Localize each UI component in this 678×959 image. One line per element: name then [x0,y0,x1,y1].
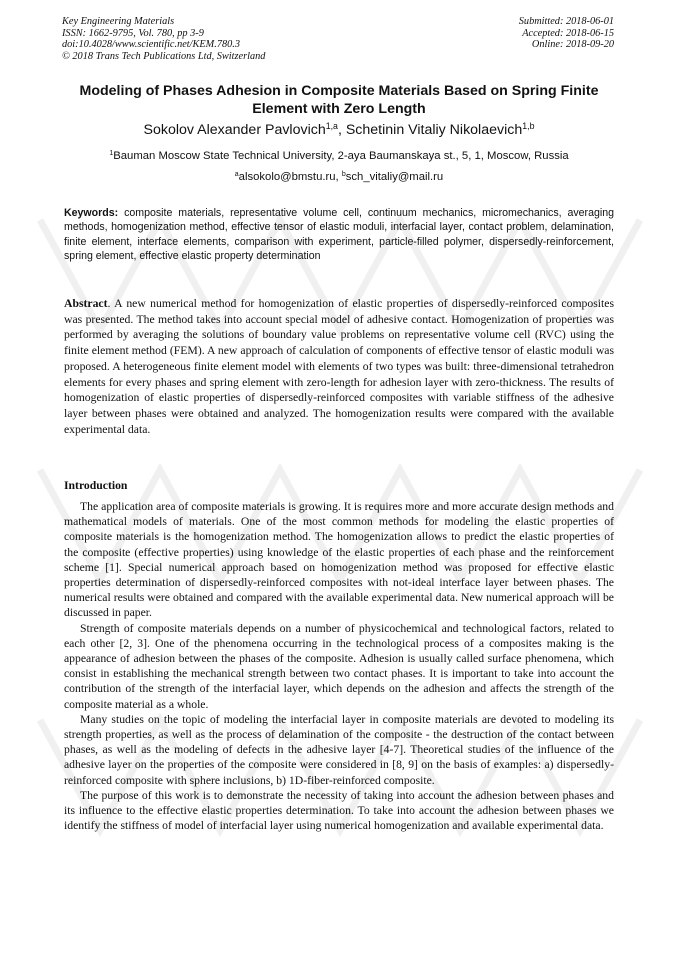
keywords-section [64,206,614,264]
author-superscript: 1,a [325,121,338,132]
email-link[interactable]: alsokolo@bmstu.ru [238,171,336,183]
email-superscript: b [341,171,346,179]
journal-name: Key Engineering Materials [62,16,175,27]
author-name: Schetinin Vitaliy Nikolaevich [345,122,523,138]
email-link[interactable]: sch_vitaliy@mail.ru [345,171,444,183]
affiliation-text: Bauman Moscow State Technical University, 2-aya Baumanskaya st., 5, 1, Moscow, Russia [113,150,569,162]
keywords-text: composite materials, representative volume cell, continuum mechanics, micromechanics, averaging methods, homogenization method, effective tensor of elastic moduli, interfacial layer, contact problem, delamination, finite element, interface elements, comparison with experiment, particle-filled polymer, dispersedly-reinforcement, spring element, effective elastic property determination [64,207,615,263]
journal-issn: ISSN: 1662-9795, Vol. 780, pp 3-9 [62,27,204,39]
author-emails [62,170,616,184]
journal-header [62,16,362,62]
author-separator: , [337,122,346,138]
keywords-label: Keywords: [64,207,119,219]
submitted-date: Submitted: 2018-06-01 [518,16,614,27]
author-superscript: 1,b [522,121,535,132]
paper-title: Modeling of Phases Adhesion in Composite Materials Based on Spring Finite Element with Zero Length [79,83,599,117]
email-superscript: a [234,171,239,179]
journal-copyright: © 2018 Trans Tech Publications Ltd, Switzerland [62,50,266,62]
author-list [62,121,616,139]
abstract-section [64,296,614,437]
journal-doi: doi:10.4028/www.scientific.net/KEM.780.3 [62,39,240,51]
paragraph: The application area of composite materials is growing. It is requires more and more accurate design methods and mathematical models of materials. One of the most common methods for modeling the elastic properties of composite materials is the homogenization method. The homogenization allows to predict the elastic properties of the composite (effective properties) using knowledge of the elastic properties of each phase and the reinforcement scheme [1]. Special numerical approach based on homogenization method was proposed for effective elastic properties determination of dispersedly-reinforced composites with not-ideal interface layer between phases. The numerical results were obtained and compared with the available experimental data. New numerical approach will be discussed in paper. [64,500,614,620]
affiliation [62,149,616,163]
paragraph: Strength of composite materials depends on a number of physicochemical and technological factors, related to each other [2, 3]. One of the phenomena occurring in the technological process of a composites making is the appearance of adhesion between the phases of the composite. Adhesion is usually called surface phenomena, which consist in establishing the mechanical strength between two contact phases. It is important to take into account the contribution of the strength of the interfacial layer, which depends on the adhesion and affects the strength of the composite material as a whole. [64,621,614,711]
section-heading: Introduction [64,479,128,492]
abstract-label: Abstract [64,297,108,310]
dates-header [414,16,614,51]
accepted-date: Accepted: 2018-06-15 [522,27,614,39]
author-name: Sokolov Alexander Pavlovich [143,122,326,138]
email-separator: , [335,171,342,183]
online-date: Online: 2018-09-20 [531,39,614,51]
paragraph: Many studies on the topic of modeling the interfacial layer in composite materials are devoted to modeling its strength properties, as well as the process of delamination of the composite - the destruction of the contact between phases, as well as the modeling of defects in the adhesive layer [4-7]. Theoretical studies of the influence of the adhesive layer on the properties of the composite were considered in [8, 9] on the basis of examples: a) dispersedly-reinforced composite with sphere inclusions, b) 1D-fiber-reinforced composite. [64,712,614,787]
paragraph: The purpose of this work is to demonstrate the necessity of taking into account the adhesion between phases and its influence to the effective elastic properties determination. To take into account the adhesion between phases we identify the stiffness of model of interfacial layer using numerical homogenization and available experimental data. [64,788,614,833]
abstract-text: . A new numerical method for homogenization of elastic properties of dispersedly-reinforced composites was presented. The method takes into account special model of adhesive contact. Homogenization of properties was performed by averaging the solutions of boundary value problems on representative volume cell (RVC) using the finite element method (FEM). A new approach of calculation of components of effective tensor of elastic moduli was proposed. A heterogeneous finite element model with elements of two types was built: three-dimensional tetrahedron elements for every phases and spring element with zero-length for adhesion layer with zero-thickness. The results of homogenization of elastic properties of dispersedly-reinforced composites with variable stiffness of the adhesive layer between phases were obtained and analyzed. The homogenization results were compared with the available experimental data. [64,297,614,436]
affiliation-superscript: 1 [109,150,114,158]
introduction-body [64,499,614,833]
